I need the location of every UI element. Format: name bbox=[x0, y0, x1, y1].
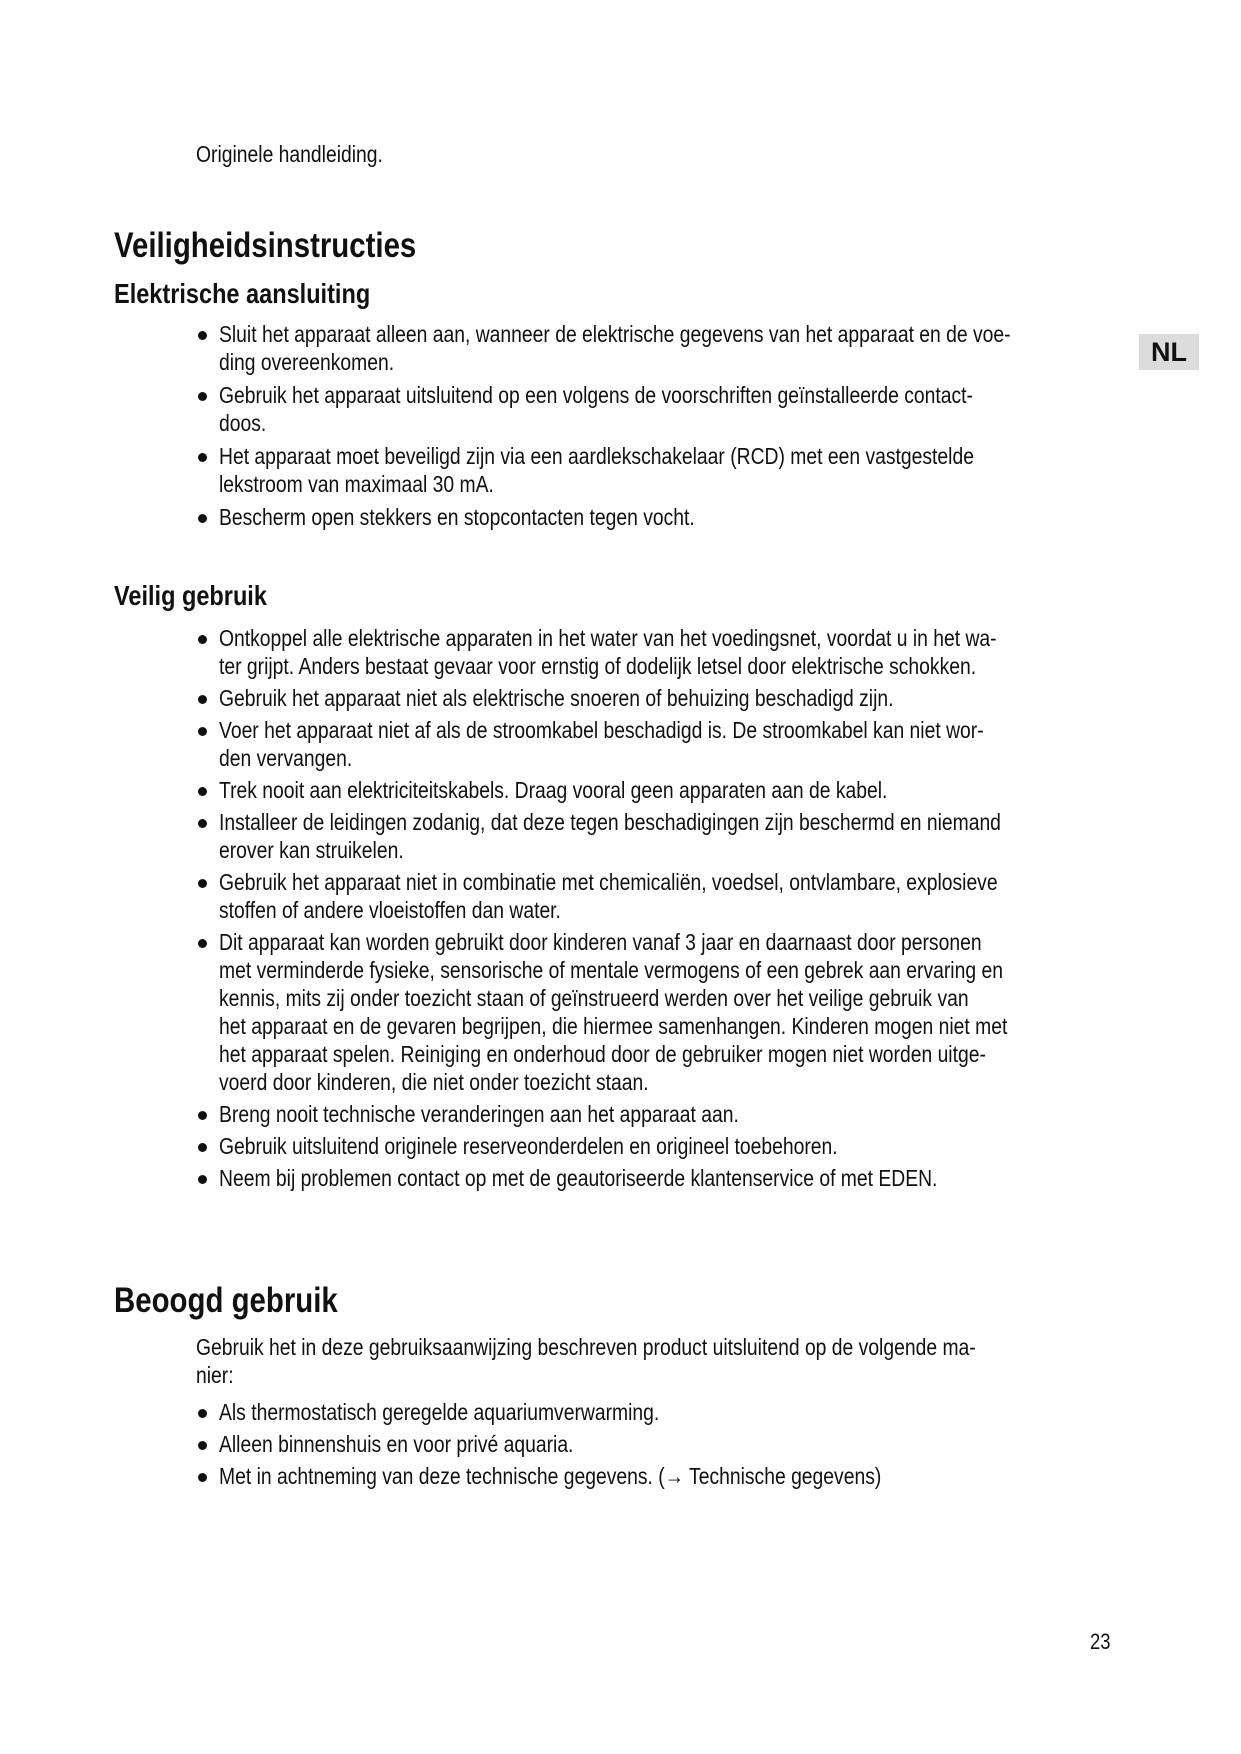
list-item-text: Gebruik het apparaat uitsluitend op een volgens de voorschriften geïnstalleerde contact- bbox=[219, 382, 973, 408]
bullet-icon bbox=[198, 727, 207, 736]
bullet-icon bbox=[198, 1111, 207, 1120]
section-title-intended-use bbox=[114, 1281, 380, 1321]
page-number-label: 23 bbox=[1090, 1629, 1111, 1654]
list-item-line bbox=[219, 409, 275, 438]
page-number bbox=[1090, 1628, 1114, 1656]
list-item-text: Neem bij problemen contact op met de geautoriseerde klantenservice of met EDEN. bbox=[219, 1165, 938, 1191]
bullet-icon bbox=[198, 1473, 207, 1482]
list-item-text: Sluit het apparaat alleen aan, wanneer de elektrische gegevens van het apparaat en de voe- bbox=[219, 321, 1011, 347]
bullet-icon bbox=[198, 939, 207, 948]
bullet-icon bbox=[198, 879, 207, 888]
list-item-line bbox=[219, 652, 1120, 681]
list-item-line bbox=[219, 1462, 1007, 1491]
list-item-text: Gebruik uitsluitend originele reserveonderdelen en origineel toebehoren. bbox=[219, 1133, 838, 1159]
list-item-text: Trek nooit aan elektriciteitskabels. Draag vooral geen apparaten aan de kabel. bbox=[219, 777, 888, 803]
subsection-title-electrical bbox=[114, 277, 419, 311]
section-title-safety-label: Veiligheidsinstructies bbox=[114, 226, 417, 265]
list-item-text: Het apparaat moet beveiligd zijn via een aardlekschakelaar (RCD) met een vastgestelde bbox=[219, 443, 974, 469]
subsection-title-safe-use-label: Veilig gebruik bbox=[114, 580, 267, 611]
list-item-text: Breng nooit technische veranderingen aan het apparaat aan. bbox=[219, 1101, 739, 1127]
bullet-icon bbox=[198, 635, 207, 644]
list-item-text: Installeer de leidingen zodanig, dat deze tegen beschadigingen zijn beschermd en niemand bbox=[219, 809, 1001, 835]
section-title-intended-use-label: Beoogd gebruik bbox=[114, 1281, 338, 1320]
bullet-icon bbox=[198, 1175, 207, 1184]
list-item-line bbox=[219, 684, 1022, 713]
bullet-icon bbox=[198, 819, 207, 828]
list-item-line bbox=[219, 928, 1127, 957]
list-item-text: Gebruik het apparaat niet als elektrische snoeren of behuizing beschadigd zijn. bbox=[219, 685, 894, 711]
bullet-icon bbox=[198, 695, 207, 704]
list-item-text: ding overeenkomen. bbox=[219, 349, 395, 375]
bullet-icon bbox=[198, 1409, 207, 1418]
list-item-line bbox=[219, 776, 1015, 805]
list-item-text: Met in achtneming van deze technische gegevens. (→ Technische gegevens) bbox=[219, 1463, 882, 1489]
list-item-line bbox=[219, 808, 1150, 837]
list-item-text: Voer het apparaat niet af als de stroomkabel beschadigd is. De stroomkabel kan niet wor- bbox=[219, 717, 984, 743]
language-badge: NL bbox=[1139, 334, 1199, 370]
list-item-line bbox=[219, 956, 1152, 985]
bullet-icon bbox=[198, 392, 207, 401]
list-item-line bbox=[219, 1430, 641, 1459]
list-item-line bbox=[219, 744, 378, 773]
list-item-text: het apparaat en de gevaren begrijpen, die hiermee samenhangen. Kinderen mogen niet met bbox=[219, 1013, 1008, 1039]
list-item-text: voerd door kinderen, die niet onder toezicht staan. bbox=[219, 1069, 649, 1095]
list-item-line bbox=[219, 896, 626, 925]
intended-use-intro-text: nier: bbox=[196, 1362, 234, 1388]
list-item-line bbox=[219, 1164, 1074, 1193]
list-item-line bbox=[219, 381, 1117, 410]
list-item-line bbox=[219, 716, 1129, 745]
list-item-text: met verminderde fysieke, sensorische of mentale vermogens of een gebrek aan ervaring en bbox=[219, 957, 1003, 983]
list-item-line bbox=[219, 348, 427, 377]
list-item-text: Bescherm open stekkers en stopcontacten tegen vocht. bbox=[219, 504, 695, 530]
intended-use-intro-text: Gebruik het in deze gebruiksaanwijzing beschreven product uitsluitend op de volgende ma- bbox=[196, 1334, 976, 1360]
list-item-text: stoffen of andere vloeistoffen dan water. bbox=[219, 897, 561, 923]
section-title-safety bbox=[114, 226, 474, 266]
list-item-line bbox=[219, 984, 1111, 1013]
list-item-text: Dit apparaat kan worden gebruikt door kinderen vanaf 3 jaar en daarnaast door personen bbox=[219, 929, 982, 955]
list-item-text: Ontkoppel alle elektrische apparaten in het water van het voedingsnet, voordat u in het wa- bbox=[219, 625, 997, 651]
list-item-text: Alleen binnenshuis en voor privé aquaria. bbox=[219, 1431, 574, 1457]
list-item-text: kennis, mits zij onder toezicht staan of geïnstrueerd werden over het veilige gebruik van bbox=[219, 985, 969, 1011]
bullet-icon bbox=[198, 1441, 207, 1450]
list-item-line bbox=[219, 868, 1146, 897]
list-item-line bbox=[219, 1398, 743, 1427]
list-item-text: Gebruik het apparaat niet in combinatie met chemicaliën, voedsel, ontvlambare, explosieve bbox=[219, 869, 998, 895]
list-item-text: Als thermostatisch geregelde aquariumverwarming. bbox=[219, 1399, 660, 1425]
list-item-line bbox=[219, 470, 546, 499]
list-item-text: ter grijpt. Anders bestaat gevaar voor ernstig of dodelijk letsel door elektrische schokken. bbox=[219, 653, 977, 679]
bullet-icon bbox=[198, 1143, 207, 1152]
list-item-text: lekstroom van maximaal 30 mA. bbox=[219, 471, 494, 497]
bullet-icon bbox=[198, 331, 207, 340]
bullet-icon bbox=[198, 787, 207, 796]
list-item-line bbox=[219, 836, 439, 865]
bullet-icon bbox=[198, 453, 207, 462]
list-item-text: doos. bbox=[219, 410, 267, 436]
list-item-line bbox=[219, 1068, 730, 1097]
intended-use-intro-line bbox=[196, 1361, 241, 1390]
list-item-line bbox=[219, 1040, 1132, 1069]
intro-text-label: Originele handleiding. bbox=[196, 141, 383, 167]
list-item-line bbox=[219, 624, 1145, 653]
list-item-line bbox=[219, 1132, 955, 1161]
list-item-text: erover kan struikelen. bbox=[219, 837, 404, 863]
subsection-title-electrical-label: Elektrische aansluiting bbox=[114, 278, 371, 309]
list-item-text: het apparaat spelen. Reiniging en onderhoud door de gebruiker mogen niet worden uitge- bbox=[219, 1041, 986, 1067]
list-item-line bbox=[219, 503, 785, 532]
intro-text bbox=[196, 139, 419, 169]
list-item-line bbox=[219, 442, 1118, 471]
subsection-title-safe-use bbox=[114, 579, 296, 613]
list-item-text: den vervangen. bbox=[219, 745, 353, 771]
list-item-line bbox=[219, 1100, 838, 1129]
list-item-line bbox=[219, 320, 1161, 349]
bullet-icon bbox=[198, 514, 207, 523]
list-item-line bbox=[219, 1012, 1158, 1041]
intended-use-intro-line bbox=[196, 1333, 1124, 1362]
